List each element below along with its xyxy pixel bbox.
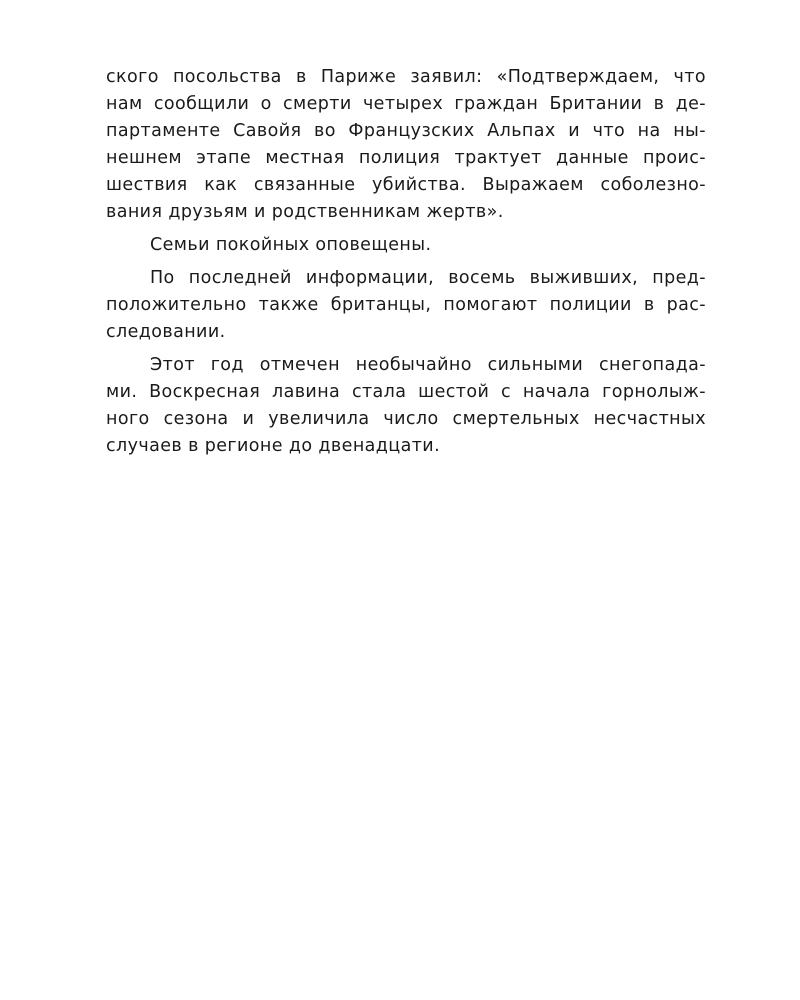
text-line: По последней информации, восемь выживших, пред- <box>150 268 706 288</box>
paragraph-2 <box>106 232 706 259</box>
paragraph-3 <box>106 265 706 346</box>
text-line: Этот год отмечен необычайно сильными снегопада- <box>150 355 706 375</box>
paragraph-4 <box>106 352 706 460</box>
text-line: ского посольства в Париже заявил: «Подтверждаем, что <box>106 67 706 87</box>
text-line: Семьи покойных оповещены. <box>150 235 432 255</box>
text-line: вания друзьям и родственникам жертв». <box>106 202 504 222</box>
text-line: шествия как связанные убийства. Выражаем соболезно- <box>106 175 706 195</box>
text-line: нам сообщили о смерти четырех граждан Британии в де- <box>106 94 706 114</box>
paragraph-1 <box>106 64 706 226</box>
text-line: ми. Воскресная лавина стала шестой с начала горнолыж- <box>106 382 706 402</box>
text-line: следовании. <box>106 322 226 342</box>
text-line: ного сезона и увеличила число смертельных несчастных <box>106 409 706 429</box>
text-line: партаменте Савойя во Французских Альпах и что на ны- <box>106 121 706 141</box>
text-line: случаев в регионе до двенадцати. <box>106 436 441 456</box>
text-line: положительно также британцы, помогают полиции в рас- <box>106 295 706 315</box>
text-line: нешнем этапе местная полиция трактует данные проис- <box>106 148 706 168</box>
body-text <box>106 64 706 460</box>
